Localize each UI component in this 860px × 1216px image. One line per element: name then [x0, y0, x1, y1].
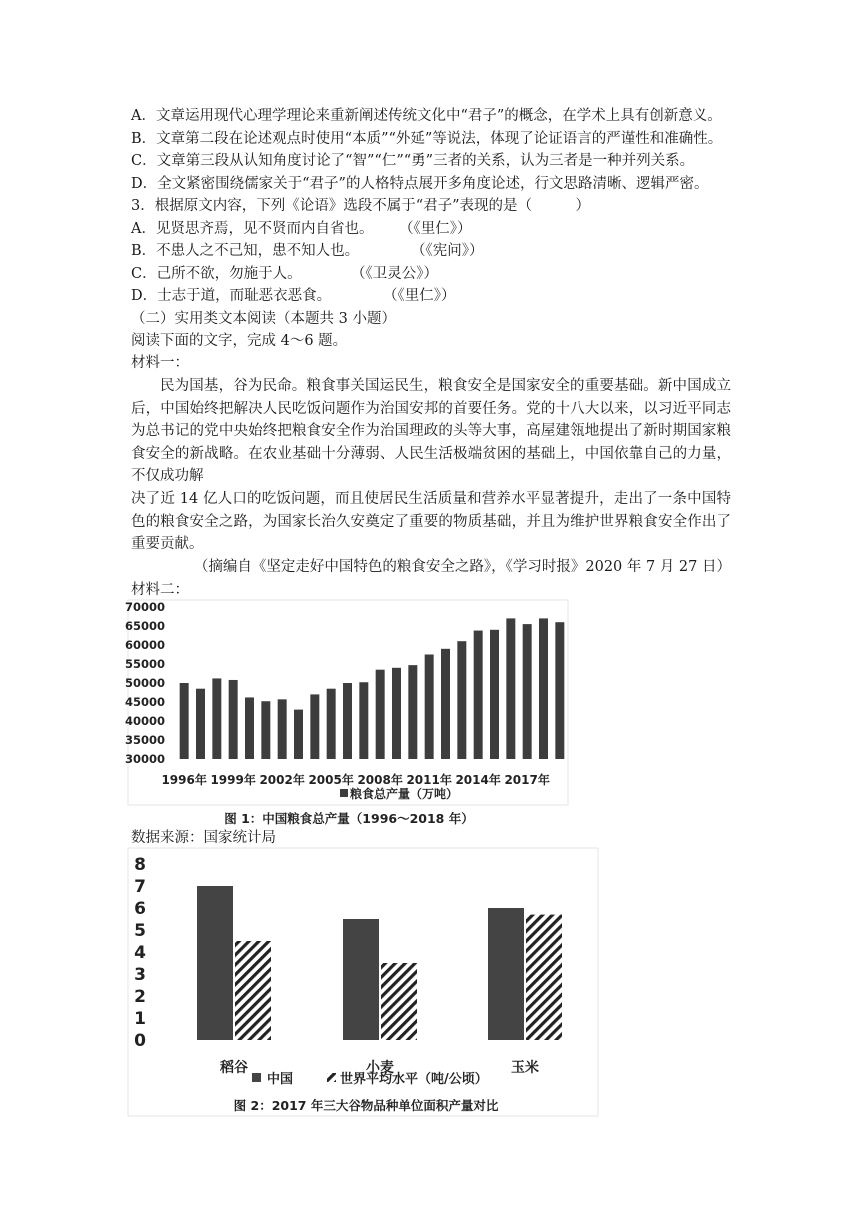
legend-label-china: 中国 — [267, 1072, 294, 1087]
legend-swatch-world — [327, 1073, 336, 1082]
instruction: 阅读下面的文字，完成 4～6 题。 — [131, 333, 348, 349]
y-tick-label: 4 — [134, 943, 146, 963]
data-source: 数据来源：国家统计局 — [131, 830, 276, 846]
q3-option-c-text: C．己所不欲，勿施于人。 — [131, 266, 302, 282]
bar-world — [235, 941, 271, 1040]
y-tick-label: 40000 — [124, 714, 165, 728]
x-tick-label: 2008年 — [357, 773, 403, 787]
y-tick-label: 1 — [134, 1009, 146, 1029]
q3-option-b-source: （《宪问》） — [411, 243, 484, 259]
y-tick-label: 8 — [134, 855, 146, 875]
bar-china — [343, 919, 379, 1040]
q3-stem: 3．根据原文内容，下列《论语》选段不属于“君子”表现的是（ ） — [131, 198, 591, 214]
bar-world — [526, 915, 562, 1040]
category-label: 小麦 — [366, 1060, 394, 1076]
q2-option-d: D．全文紧密围绕儒家关于“君子”的人格特点展开多角度论述，行文思路清晰、逻辑严密。 — [131, 176, 709, 192]
q2-option-b: B．文章第二段在论述观点时使用“本质”“外延”等说法，体现了论证语言的严谨性和准确性。 — [131, 131, 723, 147]
y-tick-label: 2 — [134, 987, 146, 1007]
y-tick-label: 3 — [134, 965, 146, 985]
x-tick-label: 2011年 — [406, 773, 452, 787]
q3-option-d-text: D．士志于道，而耻恶衣恶食。 — [131, 288, 332, 304]
y-tick-label: 70000 — [124, 600, 165, 614]
q2-option-a: A．文章运用现代心理学理论来重新阐述传统文化中“君子”的概念，在学术上具有创新意义。 — [131, 108, 722, 124]
category-label: 稻谷 — [220, 1060, 248, 1076]
legend-label: 粮食总产量（万吨） — [350, 787, 459, 801]
y-tick-label: 50000 — [124, 676, 165, 690]
material1-label: 材料一： — [131, 355, 189, 371]
y-tick-label: 0 — [134, 1031, 146, 1051]
y-tick-label: 65000 — [124, 619, 165, 633]
q2-option-c: C．文章第三段从认知角度讨论了“智”“仁”“勇”三者的关系，认为三者是一种并列关系。 — [131, 153, 695, 169]
legend-swatch-china — [252, 1073, 261, 1082]
y-tick-label: 60000 — [124, 638, 165, 652]
q3-option-b-text: B．不患人之不己知，患不知人也。 — [131, 243, 360, 259]
bar-world — [381, 963, 417, 1040]
q3-option-a-text: A．见贤思齐焉，见不贤而内自省也。 — [131, 221, 374, 237]
bar-china — [488, 908, 524, 1040]
material1-para2: 决了近 14 亿人口的吃饭问题，而且使居民生活质量和营养水平显著提升，走出了一条中国特色的粮食安全之路，为国家长治久安奠定了重要的物质基础，并且为维护世界粮食安全作出了重要贡献。 — [131, 491, 731, 552]
y-tick-label: 5 — [134, 921, 146, 941]
q3-option-d-source: （《里仁》） — [383, 288, 456, 304]
q3-option-a-source: （《里仁》） — [399, 221, 472, 237]
y-tick-label: 6 — [134, 899, 146, 919]
y-tick-label: 45000 — [124, 695, 165, 709]
x-tick-label: 2002年 — [259, 773, 305, 787]
q3-option-c-source: （《卫灵公》） — [351, 266, 438, 282]
material2-label: 材料二： — [131, 582, 189, 598]
y-tick-label: 55000 — [124, 657, 165, 671]
y-tick-label: 7 — [134, 877, 146, 897]
y-tick-label: 35000 — [124, 733, 165, 747]
x-tick-label: 2005年 — [308, 773, 354, 787]
section-title: （二）实用类文本阅读（本题共 3 小题） — [131, 311, 396, 327]
y-tick-label: 30000 — [124, 752, 165, 766]
bar-china — [197, 886, 233, 1040]
x-tick-label: 2017年 — [504, 773, 550, 787]
legend-label-world: 世界平均水平（吨/公顷） — [340, 1072, 488, 1087]
chart1-title: 图 1：中国粮食总产量（1996～2018 年） — [224, 811, 474, 826]
material1-para1: 民为国基，谷为民命。粮食事关国运民生，粮食安全是国家安全的重要基础。新中国成立后，中国始终把解决人民吃饭问题作为治国安邦的首要任务。党的十八大以来，以习近平同志为总书记的党中央始终把粮食安全作为治国理政的头等大事，高屋建瓴地提出了新时期国家粮食安全的新战略。在农业基础十分薄弱、人民生活极端贫困的基础上，中国依靠自己的力量，不仅成功解 — [131, 378, 731, 484]
category-label: 玉米 — [511, 1060, 539, 1076]
x-tick-label: 2014年 — [455, 773, 501, 787]
x-tick-label: 1999年 — [210, 773, 256, 787]
x-tick-label: 1996年 — [161, 773, 207, 787]
chart2-title: 图 2：2017 年三大谷物品种单位面积产量对比 — [233, 1098, 499, 1113]
material1-source: （摘编自《坚定走好中国特色的粮食安全之路》，《学习时报》2020 年 7 月 27 日） — [193, 559, 731, 575]
